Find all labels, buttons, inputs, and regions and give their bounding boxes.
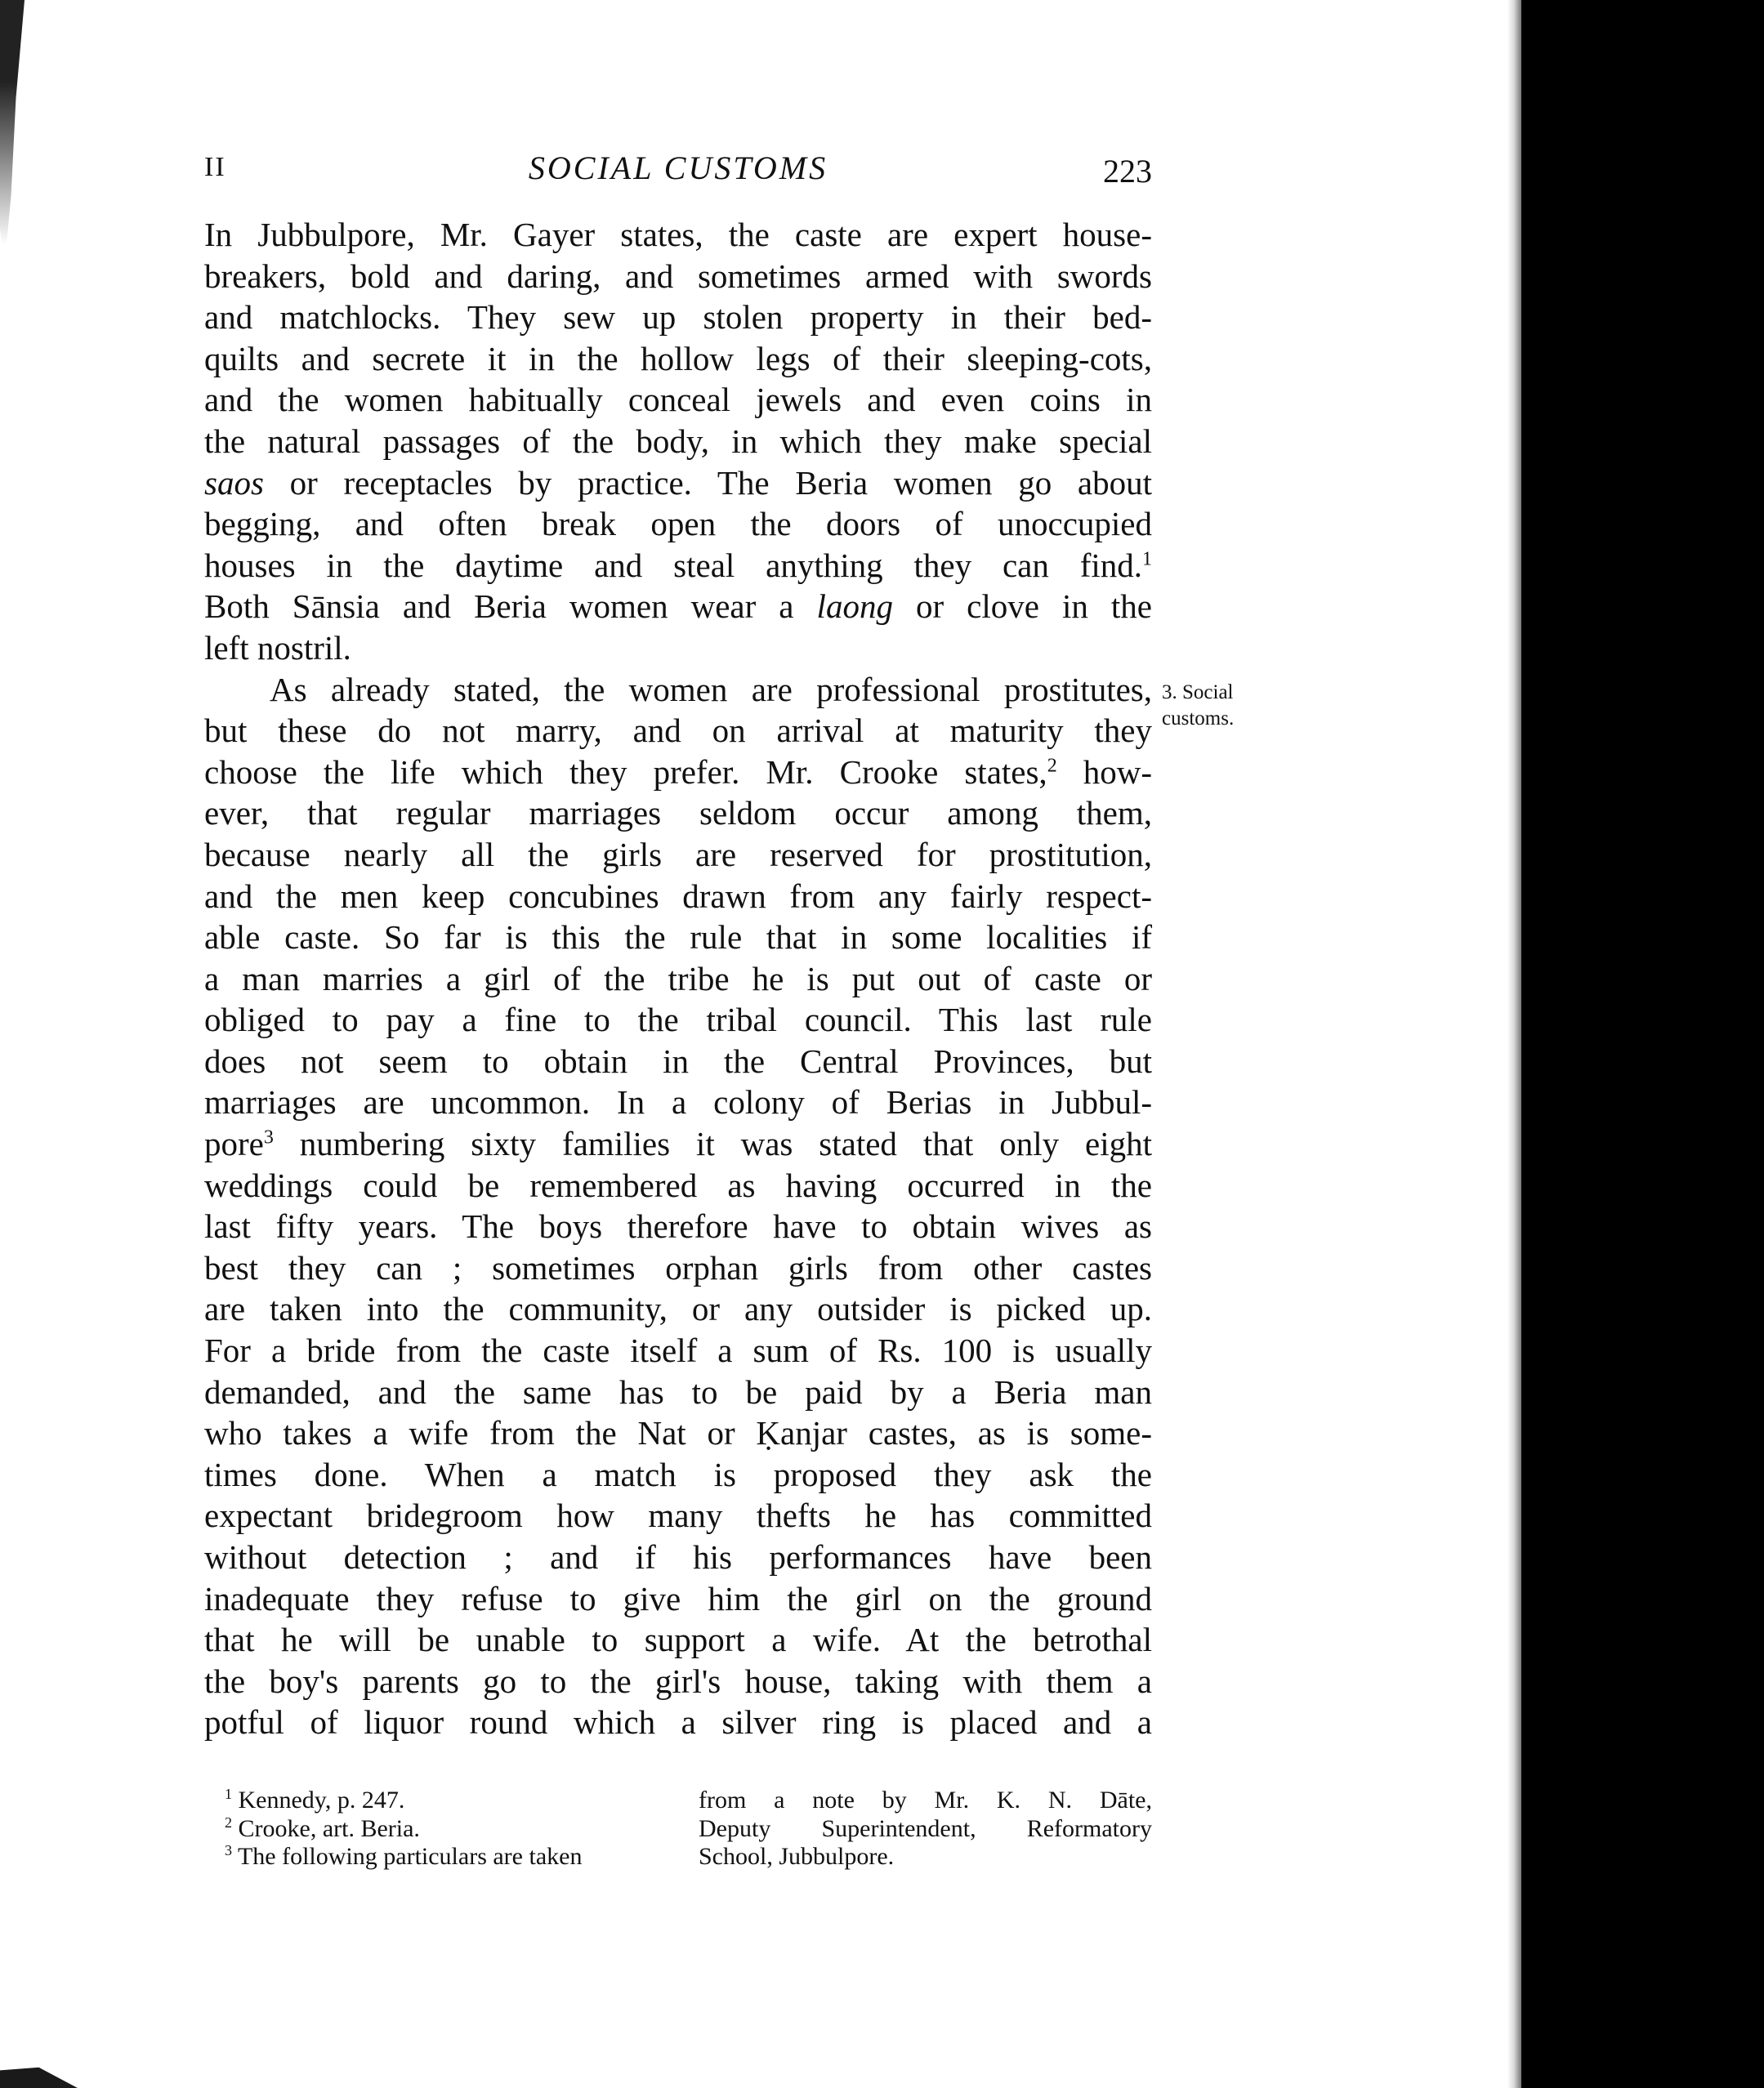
text-segment: pore — [204, 1125, 264, 1163]
text-line: As already stated, the women are professional prostitutes, — [270, 670, 1152, 708]
text-line: last fifty years. The boys therefore have to obtain wives as — [204, 1207, 1152, 1246]
text-segment: numbering sixty families it was stated that only eight — [273, 1125, 1152, 1163]
text-line: without detection ; and if his performances have been — [204, 1538, 1152, 1576]
text-line — [204, 462, 1152, 504]
margin-note-section: 3. Social — [1162, 681, 1234, 703]
text-line — [204, 752, 1152, 793]
footnote-marker: 1 — [225, 1786, 232, 1802]
text-line: weddings could be remembered as having occurred in the — [204, 1166, 1152, 1204]
text-line: times done. When a match is proposed they ask the — [204, 1455, 1152, 1493]
footnote-ref: 2 — [1047, 755, 1057, 777]
book-gutter-dark-band — [1521, 0, 1764, 2088]
text-segment: or receptacles by practice. The Beria women go about — [263, 463, 1152, 502]
binding-shadow — [0, 0, 25, 327]
footnote-3-continued: Deputy Superintendent, Reformatory — [699, 1814, 1152, 1842]
text-segment: how- — [1056, 752, 1152, 791]
footnote-ref: 3 — [263, 1127, 274, 1149]
text-line: and the men keep concubines drawn from any fairly respect- — [204, 877, 1152, 915]
footnotes-right-column — [699, 1787, 1152, 1872]
footnote-marker: 3 — [225, 1842, 232, 1858]
text-line: best they can ; sometimes orphan girls from other castes — [204, 1248, 1152, 1287]
text-line: expectant bridegroom how many thefts he has committed — [204, 1497, 1152, 1535]
italic-term-saos: saos — [204, 463, 264, 502]
text-line: quilts and secrete it in the hollow legs of their sleeping-cots, — [204, 339, 1152, 377]
footnote-ref: 1 — [1142, 548, 1152, 570]
footnote-3-continued: School, Jubbulpore. — [699, 1843, 895, 1870]
margin-note — [1162, 680, 1234, 732]
footnote-marker: 2 — [225, 1814, 232, 1831]
text-line: For a bride from the caste itself a sum of Rs. 100 is usually — [204, 1332, 1152, 1370]
text-line: but these do not marry, and on arrival at maturity they — [204, 712, 1152, 750]
text-segment: Both Sānsia and Beria women wear a — [204, 587, 817, 626]
text-line: demanded, and the same has to be paid by a Beria man — [204, 1372, 1152, 1411]
page-number: 223 — [1103, 153, 1152, 190]
footnote-2 — [225, 1815, 666, 1844]
corner-shadow — [0, 2059, 78, 2088]
volume-number: II — [204, 152, 226, 182]
text-line: the boy's parents go to the girl's house, taking with them a — [204, 1662, 1152, 1700]
text-line — [204, 1123, 1152, 1165]
footnotes — [204, 1787, 1152, 1885]
text-line: does not seem to obtain in the Central Provinces, but — [204, 1042, 1152, 1080]
text-line: begging, and often break open the doors of unoccupied — [204, 505, 1152, 543]
italic-term-laong: laong — [816, 587, 893, 626]
text-segment: houses in the daytime and steal anything they can find. — [204, 546, 1142, 584]
text-line: the natural passages of the body, in which they make special — [204, 422, 1152, 460]
text-segment: choose the life which they prefer. Mr. Crooke states, — [204, 752, 1047, 791]
footnote-text: The following particulars are taken — [232, 1843, 583, 1870]
text-line: are taken into the community, or any outsider is picked up. — [204, 1290, 1152, 1328]
text-line: ever, that regular marriages seldom occur among them, — [204, 794, 1152, 832]
text-line — [204, 586, 1152, 627]
body-text — [204, 214, 1152, 1743]
footnote-3 — [225, 1843, 666, 1872]
text-line: breakers, bold and daring, and sometimes armed with swords — [204, 257, 1152, 295]
text-line: a man marries a girl of the tribe he is put out of caste or — [204, 959, 1152, 997]
text-line: able caste. So far is this the rule that in some localities if — [204, 918, 1152, 957]
text-line: In Jubbulpore, Mr. Gayer states, the caste are expert house- — [204, 216, 1152, 253]
footnote-3-continued: from a note by Mr. K. N. Dāte, — [699, 1787, 1152, 1814]
text-line: who takes a wife from the Nat or Ḳanjar castes, as is some- — [204, 1414, 1152, 1452]
text-line: obliged to pay a fine to the tribal council. This last rule — [204, 1001, 1152, 1039]
text-segment: or clove in the — [892, 587, 1152, 626]
footnote-text: Crooke, art. Beria. — [232, 1814, 420, 1842]
footnote-1 — [225, 1787, 666, 1815]
text-line: potful of liquor round which a silver ring is placed and a — [204, 1703, 1152, 1742]
text-line: left nostril. — [204, 628, 351, 667]
text-line — [204, 545, 1152, 587]
text-line: and the women habitually conceal jewels and even coins in — [204, 381, 1152, 419]
running-title: SOCIAL CUSTOMS — [528, 149, 828, 186]
footnotes-left-column — [225, 1787, 666, 1872]
margin-note-label: customs. — [1162, 707, 1235, 729]
text-line: that he will be unable to support a wife. At the betrothal — [204, 1621, 1152, 1659]
text-line: marriages are uncommon. In a colony of Berias in Jubbul- — [204, 1083, 1152, 1122]
text-line: because nearly all the girls are reserved for prostitution, — [204, 835, 1152, 873]
footnote-text: Kennedy, p. 247. — [232, 1787, 405, 1814]
text-line: inadequate they refuse to give him the girl on the ground — [204, 1579, 1152, 1617]
text-line: and matchlocks. They sew up stolen property in their bed- — [204, 298, 1152, 337]
running-header — [204, 149, 1152, 193]
